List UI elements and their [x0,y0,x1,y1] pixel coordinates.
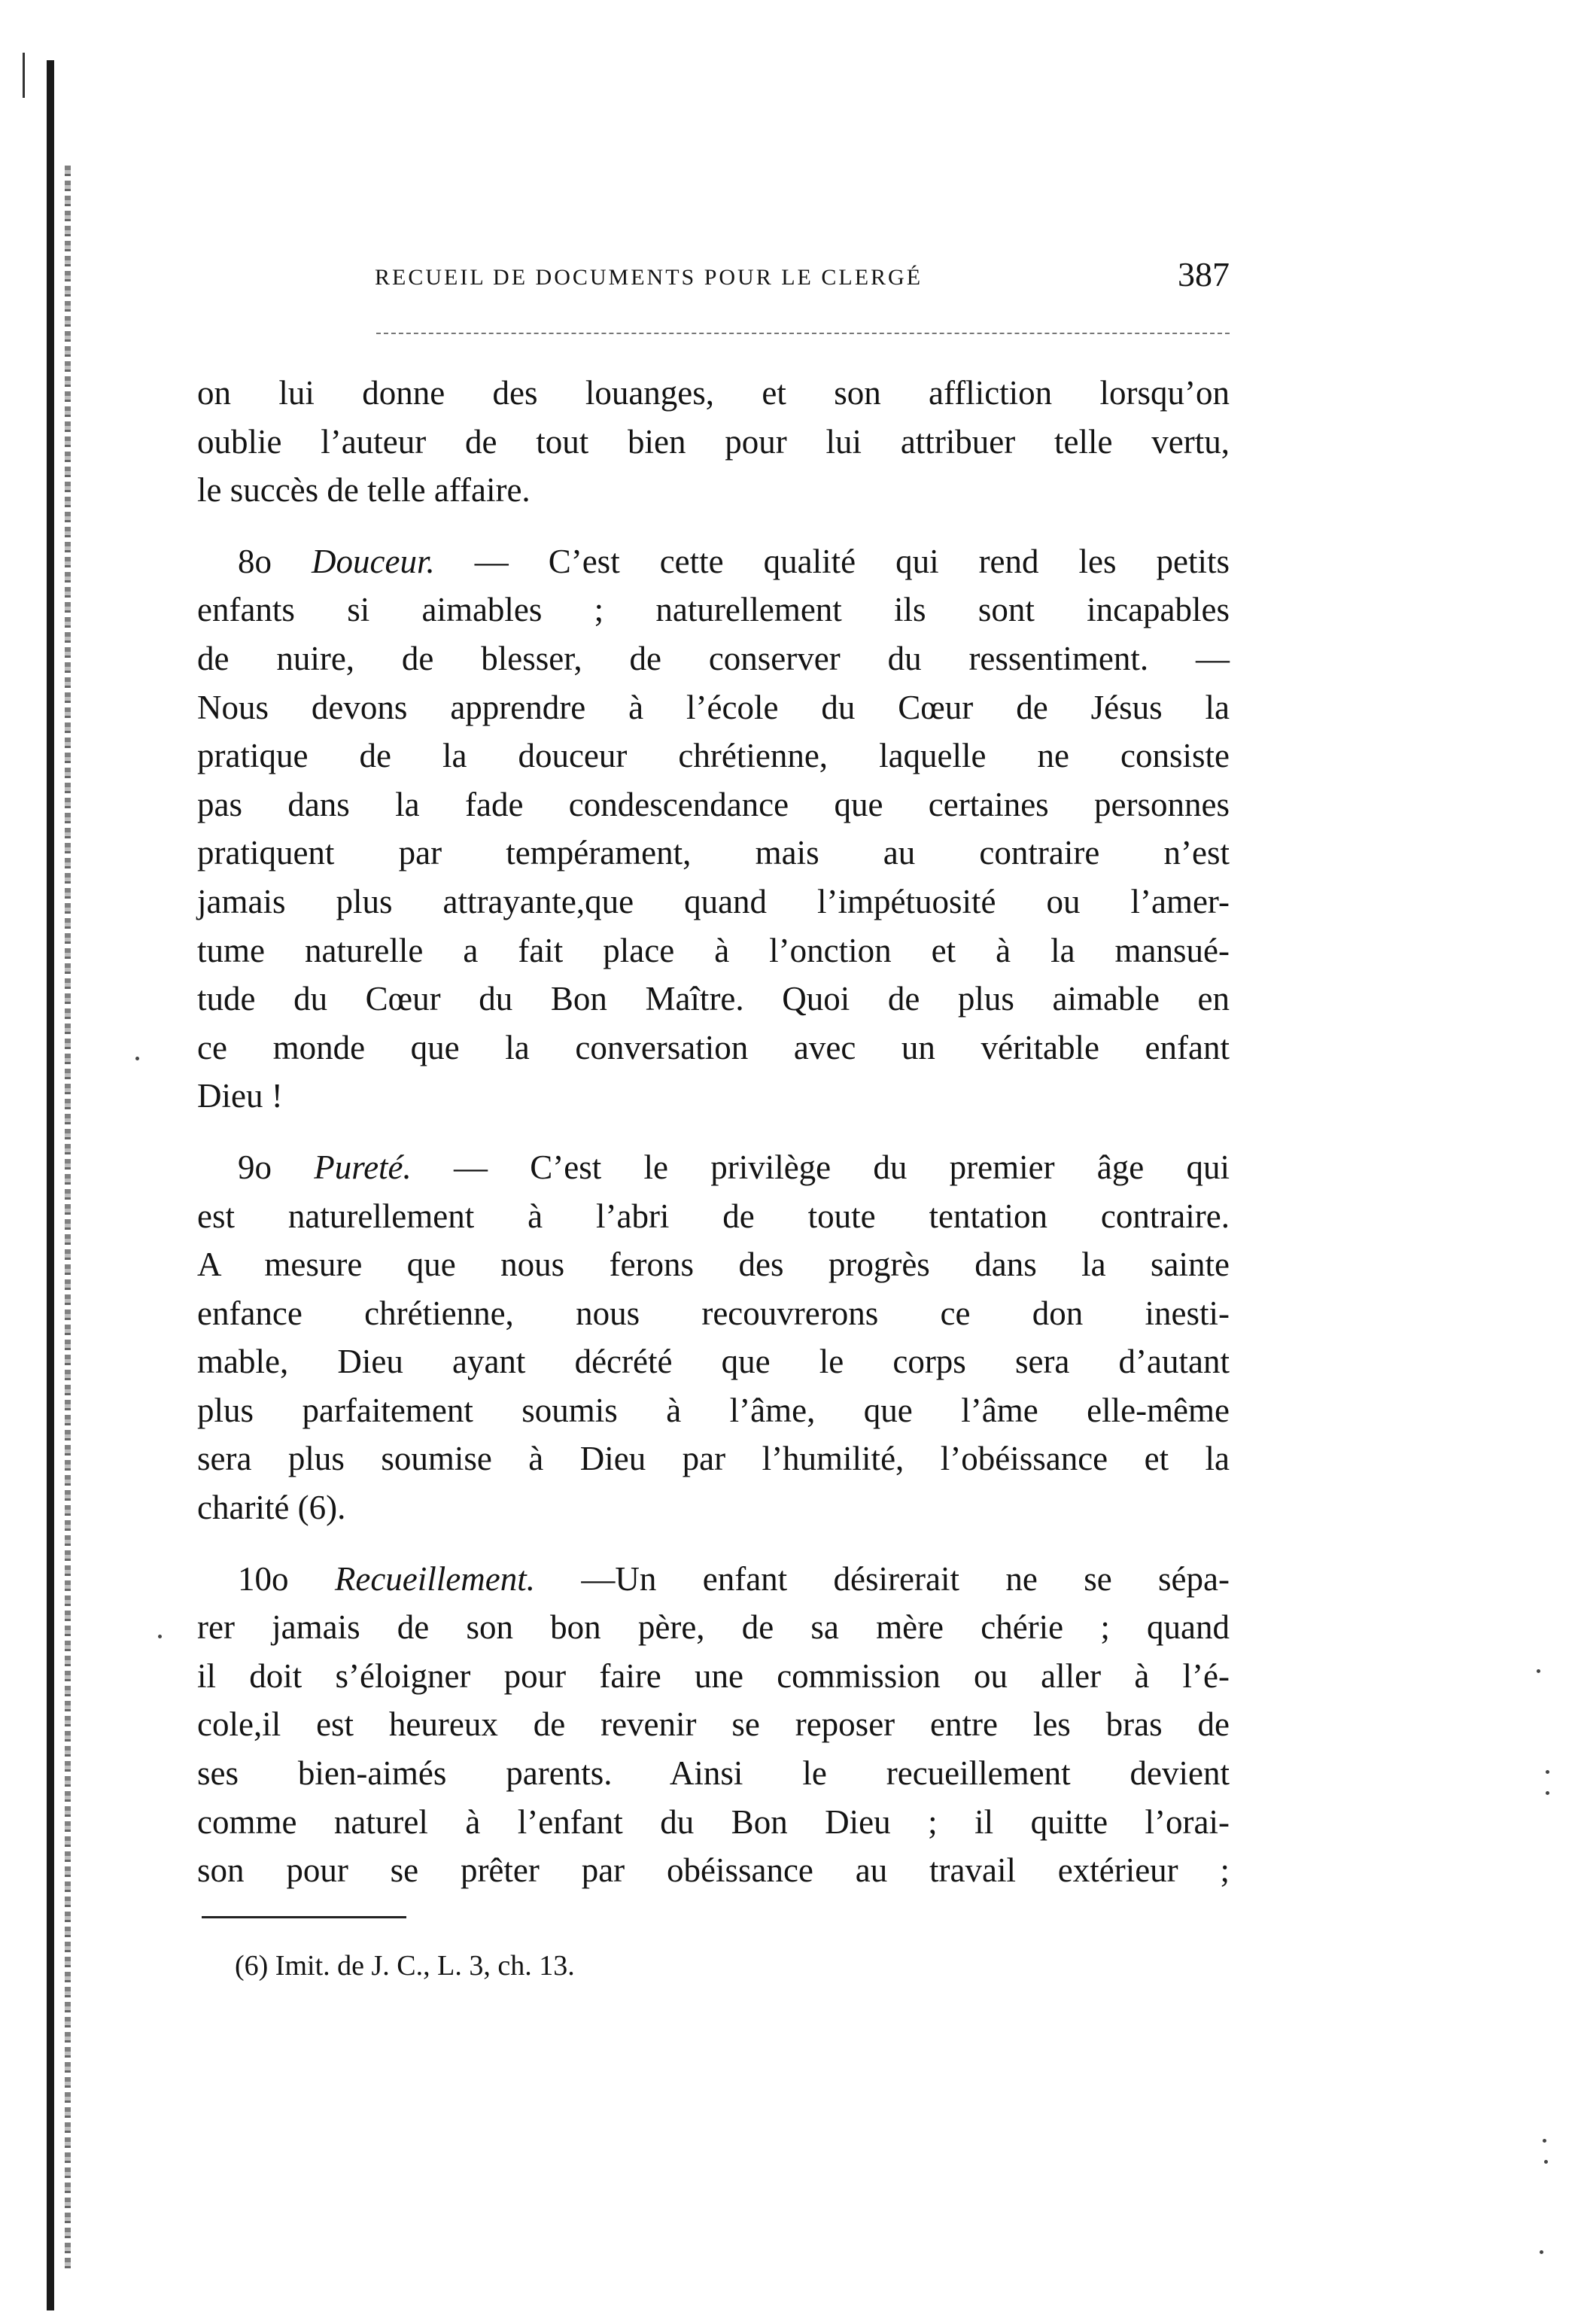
text-line: Nous devons apprendre à l’école du Cœur de Jésus la [197,688,1230,726]
text-line: il doit s’éloigner pour faire une commission ou aller à l’é- [197,1656,1230,1695]
text-line: est naturellement à l’abri de toute tentation contraire. [197,1197,1230,1235]
scan-speck [158,1635,162,1638]
text-line: enfants si aimables ; naturellement ils sont incapables [197,591,1230,629]
text-line: Dieu ! [197,1077,283,1115]
text-line: cole,il est heureux de revenir se reposer entre les bras de [197,1705,1230,1744]
paragraph-recueillement [197,1555,1230,1895]
text-line: pratique de la douceur chrétienne, laquelle ne consiste [197,737,1230,775]
text-line: on lui donne des louanges, et son affliction lorsqu’on [197,374,1230,412]
text-line: tude du Cœur du Bon Maître. Quoi de plus aimable en [197,980,1230,1018]
item-number: 10o [238,1559,289,1598]
text-line: A mesure que nous ferons des progrès dans la sainte [197,1246,1230,1284]
scan-speck [135,1057,139,1060]
text-line: oublie l’auteur de tout bien pour lui attribuer telle vertu, [197,422,1230,461]
text-line: son pour se prêter par obéissance au travail extérieur ; [197,1851,1230,1890]
text-line: comme naturel à l’enfant du Bon Dieu ; il quitte l’orai- [197,1802,1230,1841]
item-term: Recueillement. [334,1559,535,1598]
scan-speck [1537,1669,1540,1673]
text-line: sera plus soumise à Dieu par l’humilité, l’obéissance et la [197,1440,1230,1478]
text-line: tume naturelle a fait place à l’onction et à la mansué- [197,931,1230,969]
scan-speck [1546,1791,1549,1795]
text-line: ce monde que la conversation avec un véritable enfant [197,1028,1230,1066]
text-line [197,1555,1230,1604]
text-line [197,537,1230,586]
item-term: Pureté. [314,1148,412,1186]
text-line: enfance chrétienne, nous recouvrerons ce don inesti- [197,1294,1230,1332]
paragraph-continuation [197,369,1230,515]
text-line [197,1143,1230,1192]
text-line: de nuire, de blesser, de conserver du ressentiment. — [197,639,1230,677]
scan-speck [1546,1770,1549,1774]
footnote-rule [202,1916,406,1918]
header-rule [376,333,1230,334]
item-number: 9o [238,1148,272,1186]
paragraph-douceur [197,537,1230,1121]
footnote: (6) Imit. de J. C., L. 3, ch. 13. [235,1950,575,1982]
scan-speck [1543,2139,1546,2143]
running-title: RECUEIL DE DOCUMENTS POUR LE CLERGÉ [375,265,923,290]
text-line-rest: — C’est cette qualité qui rend les petits [434,542,1230,580]
paragraph-purete [197,1143,1230,1532]
scan-speck [1544,2160,1548,2164]
text-line-rest: —Un enfant désirerait ne se sépa- [535,1559,1230,1598]
page-header [375,254,1230,307]
text-line: pas dans la fade condescendance que certaines personnes [197,785,1230,823]
binding-edge [47,60,54,2310]
text-line-rest: — C’est le privilège du premier âge qui [411,1148,1230,1186]
body-text [197,369,1230,1895]
binding-shadow [65,166,71,2273]
text-line: pratiquent par tempérament, mais au contraire n’est [197,834,1230,872]
scan-edge-mark [23,53,25,98]
item-term: Douceur. [312,542,435,580]
page-number: 387 [1178,255,1230,294]
scan-speck [1540,2250,1543,2254]
text-line: jamais plus attrayante,que quand l’impétuosité ou l’amer- [197,882,1230,920]
text-line: rer jamais de son bon père, de sa mère chérie ; quand [197,1608,1230,1647]
text-line: le succès de telle affaire. [197,471,531,510]
text-line: mable, Dieu ayant décrété que le corps sera d’autant [197,1343,1230,1381]
item-number: 8o [238,542,272,580]
text-line: ses bien-aimés parents. Ainsi le recueillement devient [197,1754,1230,1793]
text-line: plus parfaitement soumis à l’âme, que l’âme elle-même [197,1391,1230,1429]
text-line: charité (6). [197,1489,346,1527]
